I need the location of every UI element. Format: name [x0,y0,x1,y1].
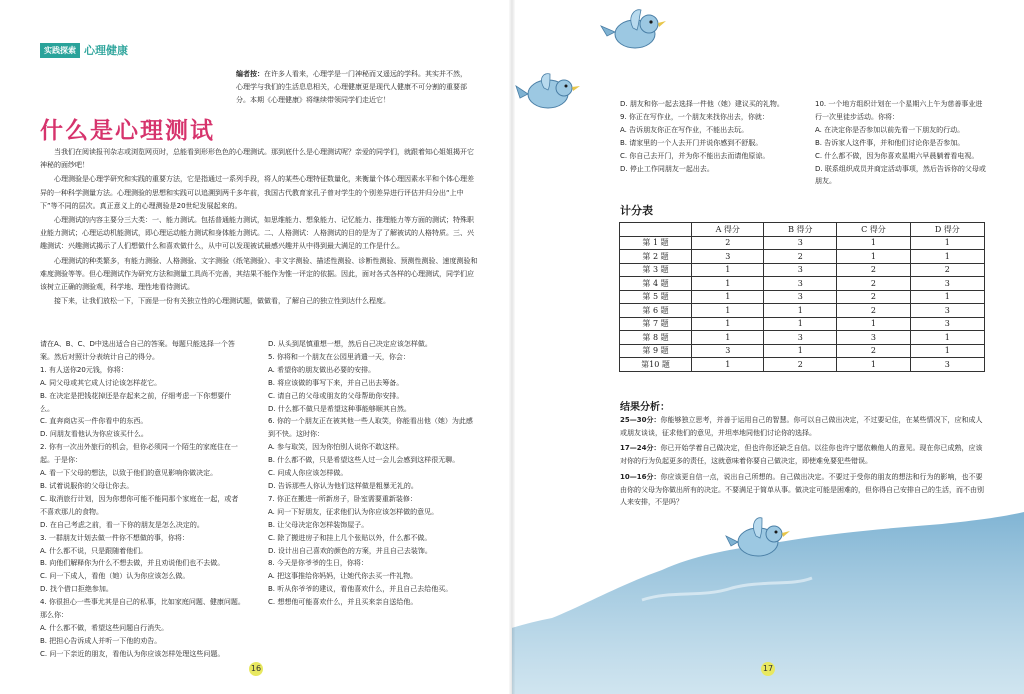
table-cell: 1 [692,317,764,331]
result-item [620,414,986,439]
question-line: D. 告诉那些人你认为他们这样做是粗暴无礼的。 [268,481,418,490]
question-line: A. 希望你的朋友做出必要的安排。 [268,365,376,374]
result-text: 你应该更自信一点，说出自己所想的。自己做出决定。不要过于受你的朋友的想法和行为的影响，也不要由你的父母为你做出所有的决定。不要满足于简单从事。做决定可能是困难的，但你得自己安排自己的生活，而不由别人来安排，不是吗？ [620,472,984,507]
right-questions-col2 [815,98,987,188]
table-cell: 2 [837,263,910,277]
questions-column-left [40,338,245,661]
table-row [620,358,985,372]
table-cell: 3 [910,317,984,331]
question-line: C. 问成人你应该怎样做。 [268,469,348,478]
score-table [619,222,985,372]
result-analysis-title: 结果分析： [620,402,670,413]
table-cell: 2 [764,250,837,264]
column-series-label: 实践探索 [40,43,80,58]
question-line: A. 什么都不说，只是跟随着他们。 [40,546,148,555]
question-line: B. 试着说服你的父母让你去。 [40,481,134,490]
bird-illustration [514,64,584,120]
question-line: C. 请自己的父母或朋友的父母帮助你安排。 [268,391,404,400]
article-title: 什么是心理测试 [40,117,215,144]
table-cell: 第 4 题 [620,277,692,291]
table-cell: 3 [910,277,984,291]
question-line: 8. 今天是你爷爷的生日，你将： [268,559,368,568]
table-cell: 2 [910,263,984,277]
question-line: C. 直奔商店买一件你看中的东西。 [40,417,148,426]
bird-illustration [597,2,669,60]
question-line: B. 请家里的一个人去开门并说你感到不舒服。 [620,138,763,147]
page-number-left: 16 [249,662,263,676]
table-cell: 2 [837,304,910,318]
question-line: D. 从头到尾慎重想一想，然后自己决定应该怎样做。 [268,340,432,348]
table-cell: 第 2 题 [620,250,692,264]
table-cell: 1 [764,304,837,318]
table-row [620,344,985,358]
question-line: 6. 你的一个朋友正在被其他一些人取笑，你能看出他（她）为此感到不快。这时你： [268,417,473,439]
score-table-title: 计分表 [620,204,653,217]
table-cell: 1 [910,331,984,345]
intro-paragraph: 心理测试的种类繁多，有能力测验、人格测验、文字测验（纸笔测验）、非文字测验、描述性测验、诊断性测验、预测性测验、速度测验和难度测验等等。但心理测试作为研究方法和测量工具尚不完善，其结果不能作为惟一评定的依据。因此，面对各式各样的心理测试，同学们应该树立正确的测验观，科学地、理性地看待测试。 [40,256,478,292]
table-header-cell: D 得分 [910,223,984,237]
column-name-label: 心理健康 [84,44,128,57]
question-line: 2. 你有一次出外旅行的机会，但你必须同一个陌生的家庭住在一起。于是你： [40,443,238,465]
question-line: C. 想想他可能喜欢什么，并且买来亲自送给他。 [268,598,418,607]
editor-note [236,68,468,107]
table-cell: 3 [764,290,837,304]
question-line: C. 问一下成人，看他（她）认为你应该怎么做。 [40,572,190,581]
table-row [620,331,985,345]
bird-illustration [724,510,796,566]
table-cell: 3 [692,344,764,358]
result-range: 25—30分： [620,416,661,424]
question-line: A. 参与取笑，因为你怕别人说你不敢这样。 [268,443,404,452]
question-line: 请在A、B、C、D中选出适合自己的答案。每题只能选择一个答案。然后对照计分表统计自己的得分。 [40,340,235,361]
table-cell: 第 7 题 [620,317,692,331]
table-row [620,250,985,264]
question-line: B. 向他们解释你为什么不想去做，并且劝说他们也不去做。 [40,559,225,568]
question-line: A. 把这事推给你妈妈，让她代你去买一件礼物。 [268,572,418,581]
question-line: A. 同父母或其它成人讨论该怎样花它。 [40,378,162,387]
question-line: 10. 一个地方组织计划在一个星期六上午为慈善事业进行一次里徒步活动。你将： [815,100,983,121]
question-line: C. 什么都不做，因为你喜欢星期六早晨躺着看电视。 [815,151,979,160]
question-line: 4. 你很担心一些事尤其是自己的私事，比如家庭问题、健康问题。那么你： [40,598,245,620]
result-analysis [620,414,986,512]
intro-paragraph: 心理测试的内容主要分三大类：一、能力测试。包括普通能力测试，如思维能力、想象能力、记忆能力、推理能力等方面的测试；特殊职业能力测试；心理运动机能测试，即心理运动能力测试和身体能力测试。二、人格测试：人格测试的目的是为了了解被试的人格特质。三、兴趣测试：兴趣测试揭示了人们想做什么和喜欢做什么，从中可以发现被试最感兴趣并从中得到最大满足的工作是什么。 [40,216,474,251]
table-cell: 2 [837,290,910,304]
column-tag [40,42,128,58]
table-cell: 3 [764,263,837,277]
table-cell: 2 [837,344,910,358]
question-line: 9. 你正在写作业，一个朋友来找你出去，你就： [620,112,769,121]
question-line: B. 让父母决定你怎样装饰屋子。 [268,520,369,529]
table-cell: 1 [837,358,910,372]
question-line: A. 看一下父母的想法，以致于他们的意见影响你做决定。 [40,469,218,478]
table-cell: 第 8 题 [620,331,692,345]
question-line: A. 什么都不做，希望这些问题自行消失。 [40,623,169,632]
table-cell: 第 6 题 [620,304,692,318]
question-line: B. 将应该做的事写下来，并自己出去筹备。 [268,378,404,387]
spine-gutter [509,0,515,694]
question-line: B. 什么都不做，只是希望这些人过一会儿会感到这样很无聊。 [268,456,460,465]
question-line: D. 在自己考虑之前，看一下你的朋友是怎么决定的。 [40,520,204,529]
right-questions-col1 [620,98,802,175]
table-cell: 3 [910,358,984,372]
table-header-row [620,223,985,237]
result-text: 你已开始学着自己做决定，但也许你还缺乏自信。以往你也许宁愿依赖他人的意见。现在你已成熟，应该对你的行为负起更多的责任，这就意味着你要自己做决定，即使难免要犯些错误。 [620,444,983,466]
question-line: D. 联系组织成员并商定活动事项，然后告诉你的父母或朋友。 [815,164,986,186]
editor-note-label: 编者按： [236,70,264,78]
question-line: D. 问朋友看他认为你应该买什么。 [40,430,148,439]
question-line: 7. 你正在搬进一所新房子，卧室需要重新装修： [268,494,417,503]
table-cell: 3 [837,331,910,345]
result-text: 你能够独立思考，并善于运用自己的智慧。你可以自己做出决定，不过要记住，在某些情况下，应和成人或朋友谈谈，征求他们的意见，并坦率地同他们讨论你的选择。 [620,416,983,437]
table-header-cell: B 得分 [764,223,837,237]
table-cell: 1 [764,317,837,331]
table-header-cell: A 得分 [692,223,764,237]
question-line: C. 你自己去开门，并为你不能出去而请他原谅。 [620,151,770,160]
table-cell: 1 [837,317,910,331]
page-number-right: 17 [761,662,775,676]
table-cell: 第 1 题 [620,236,692,250]
result-item [620,471,986,509]
table-cell: 1 [837,236,910,250]
table-row [620,236,985,250]
intro-paragraph: 心理测验是心理学研究和实践的重要方法，它是指通过一系列手段，将人的某些心理特征数量化，来衡量个体心理因素水平和个体心理差异的一种科学测量方法。心理测验的思想和实践可以追溯到两千多年前，我国古代教育家孔子曾对学生的个别差异进行评估并归分出“上中下”等不同的层次。真正意义上的心理测验是20世纪发展起来的。 [40,175,474,210]
table-row [620,277,985,291]
table-row [620,290,985,304]
table-cell: 1 [692,290,764,304]
question-line: C. 问一下亲近的朋友，看他认为你应该怎样处理这些问题。 [40,649,225,658]
question-line: A. 问一下好朋友，征求他们认为你应该怎样做的意见。 [268,507,439,516]
question-line: B. 在决定是把钱花掉还是存起来之前，仔细考虑一下你想要什么。 [40,391,232,413]
table-cell: 1 [910,344,984,358]
table-cell: 第 5 题 [620,290,692,304]
question-line: D. 朋友和你一起去选择一件他（她）建议买的礼物。 [620,100,784,108]
table-row [620,317,985,331]
questions-column-right [268,338,473,609]
table-cell: 1 [764,344,837,358]
table-cell: 3 [764,277,837,291]
question-line: D. 停止工作同朋友一起出去。 [620,164,714,173]
table-cell: 1 [692,277,764,291]
question-line: 1. 有人送你20元钱，你将： [40,365,128,374]
table-cell: 1 [692,358,764,372]
question-line: B. 告诉家人这件事，并和他们讨论你是否参加。 [815,138,965,147]
editor-note-text: 在许多人看来，心理学是一门神秘而又遥远的学科。其实并不然，心理学与我们的生活息息相关，心理健康更是现代人健康不可分割的重要部分。本期《心理健康》将继续带领同学们走近它！ [236,70,467,104]
table-cell: 3 [764,236,837,250]
table-header-cell: C 得分 [837,223,910,237]
question-line: D. 找个借口拒绝参加。 [40,585,113,594]
question-line: D. 设计出自己喜欢的颜色的方案，并且自己去装饰。 [268,546,432,555]
table-cell: 1 [692,304,764,318]
question-line: B. 听从你爷爷的建议，看他喜欢什么，并且自己去给他买。 [268,585,453,594]
question-line: B. 把担心告诉成人并听一下他的劝告。 [40,636,162,645]
question-line: D. 什么都不做只是希望这种事能够顺其自然。 [268,404,411,413]
table-cell: 1 [910,290,984,304]
question-line: A. 在决定你是否参加以前先看一下朋友的行动。 [815,125,965,134]
result-range: 10—16分： [620,472,661,481]
intro-text [40,146,480,309]
question-line: C. 取消旅行计划，因为你想你可能不能同那个家庭在一起，或者不喜欢那儿的食物。 [40,494,239,516]
question-line: 5. 你将和一个朋友在公园里消遣一天，你会： [268,352,410,361]
question-line: 3. 一群朋友计划去做一件你不想做的事，你将： [40,533,189,542]
table-cell: 第 3 题 [620,263,692,277]
question-line: A. 告诉朋友你正在写作业，不能出去玩。 [620,125,749,134]
table-cell: 2 [837,277,910,291]
table-row [620,304,985,318]
table-cell: 1 [910,236,984,250]
table-cell: 第10 题 [620,358,692,372]
table-row [620,263,985,277]
table-cell: 第 9 题 [620,344,692,358]
table-cell: 1 [837,250,910,264]
table-cell: 2 [692,236,764,250]
table-cell: 3 [910,304,984,318]
table-cell: 1 [692,331,764,345]
table-cell: 3 [692,250,764,264]
table-cell: 2 [764,358,837,372]
question-line: C. 除了搬进房子和挂上几个张贴以外，什么都不做。 [268,533,432,542]
table-header-cell [620,223,692,237]
result-range: 17—24分： [620,444,661,453]
result-item [620,442,986,467]
intro-paragraph: 当我们在阅读报刊杂志或浏览网页时，总能看到形形色色的心理测试。那到底什么是心理测试呢？亲爱的同学们，就跟着知心姐姐揭开它神秘的面纱吧！ [40,148,474,170]
table-cell: 1 [910,250,984,264]
table-cell: 3 [764,331,837,345]
intro-paragraph: 接下来，让我们放松一下，下面是一份有关独立性的心理测试题，做做看，了解自己的独立性到达什么程度。 [54,297,390,306]
table-cell: 1 [692,263,764,277]
